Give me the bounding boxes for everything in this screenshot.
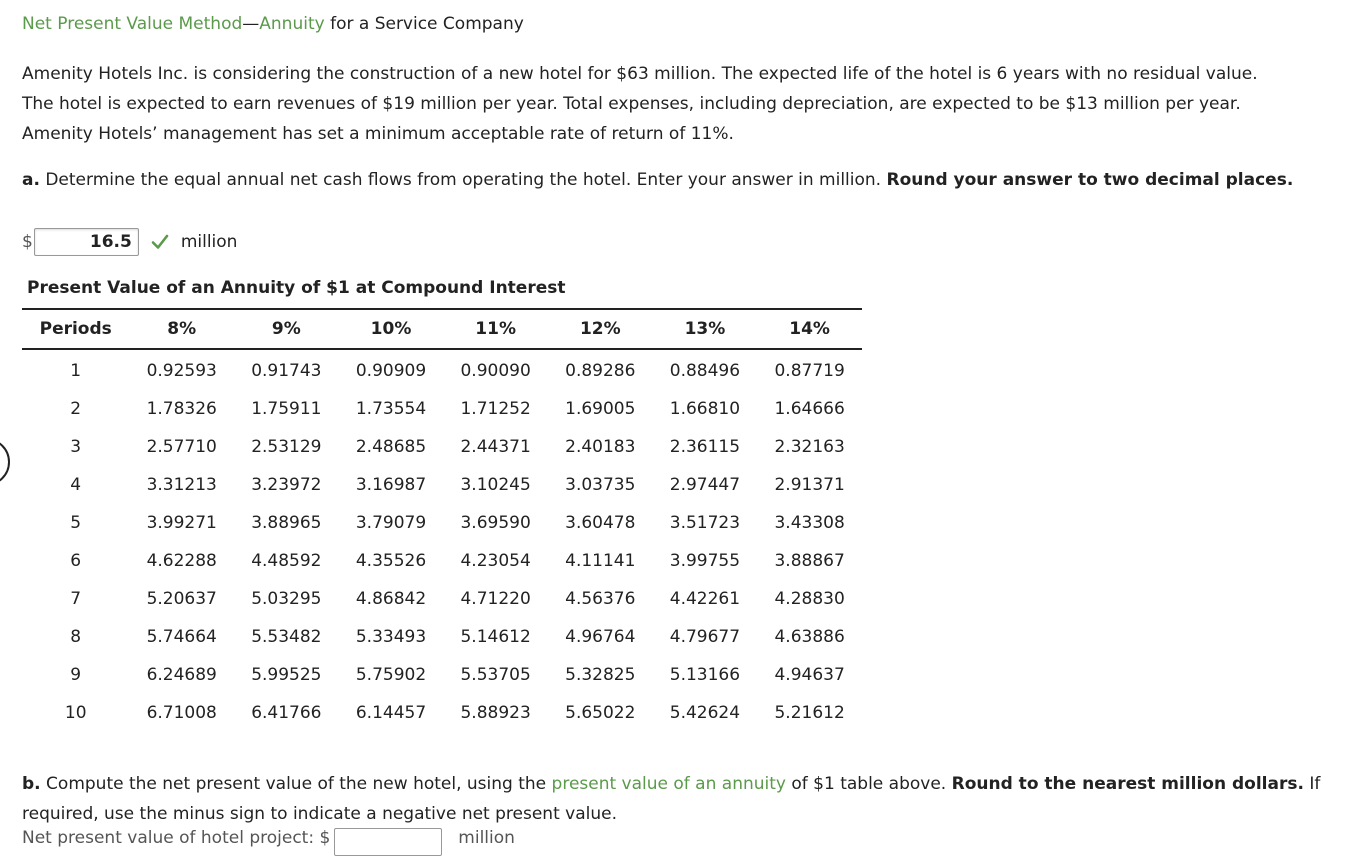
factor-cell: 4.79677	[669, 627, 741, 647]
question-a-instruction: Round your answer to two decimal places.	[886, 170, 1294, 190]
factor-cell: 5.53482	[251, 627, 322, 647]
problem-line: Amenity Hotels’ management has set a minimum acceptable rate of return of 11%.	[22, 124, 734, 144]
factor-cell: 0.89286	[565, 361, 636, 381]
factor-cell: 2.40183	[565, 437, 636, 457]
factor-cell: 4.96764	[565, 627, 636, 647]
factor-cell: 1.64666	[774, 399, 845, 419]
factor-cell: 3.10245	[460, 475, 531, 495]
title-dash: —	[242, 14, 260, 34]
question-b-text: Compute the net present value of the new hotel, using the	[40, 774, 552, 794]
factor-cell: 3.69590	[460, 513, 531, 533]
header-rate: 10%	[339, 309, 444, 349]
table-row	[22, 428, 862, 466]
factor-cell: 1.75911	[251, 399, 322, 419]
factor-cell: 1.78326	[146, 399, 217, 419]
period-cell: 3	[70, 437, 82, 457]
period-cell: 1	[70, 361, 82, 381]
factor-cell: 2.32163	[774, 437, 845, 457]
table-body	[22, 349, 862, 732]
npv-input[interactable]	[334, 828, 442, 856]
factor-cell: 5.65022	[565, 703, 636, 723]
question-b-text: If required, use the minus sign to indicate a negative net present value.	[22, 774, 1321, 824]
factor-cell: 5.03295	[251, 589, 322, 609]
answer-a-input[interactable]	[34, 228, 139, 256]
table-row	[22, 542, 862, 580]
header-rate: 9%	[234, 309, 339, 349]
annuity-table-link[interactable]: present value of an annuity	[551, 774, 786, 794]
factor-cell: 4.62288	[146, 551, 217, 571]
answer-a-value: 16.5	[89, 232, 132, 252]
npv-answer-row	[22, 828, 515, 856]
factor-cell: 3.51723	[669, 513, 741, 533]
table-row	[22, 618, 862, 656]
factor-cell: 2.97447	[669, 475, 741, 495]
header-rate: 8%	[129, 309, 234, 349]
header-rate: 14%	[757, 309, 862, 349]
table-header-row	[22, 309, 862, 349]
factor-cell: 4.35526	[355, 551, 427, 571]
problem-line: The hotel is expected to earn revenues of $19 million per year. Total expenses, including depreciation, are expected to be $13 million per year.	[22, 94, 1241, 114]
factor-cell: 2.53129	[251, 437, 322, 457]
factor-cell: 3.23972	[251, 475, 322, 495]
table-row	[22, 390, 862, 428]
table-row	[22, 694, 862, 732]
factor-cell: 5.53705	[460, 665, 531, 685]
period-cell: 6	[70, 551, 82, 571]
period-cell: 5	[70, 513, 82, 533]
factor-cell: 3.03735	[565, 475, 636, 495]
factor-cell: 4.11141	[565, 551, 636, 571]
factor-cell: 4.56376	[565, 589, 636, 609]
factor-cell: 0.87719	[774, 361, 845, 381]
table-row	[22, 349, 862, 390]
factor-cell: 4.71220	[460, 589, 531, 609]
problem-statement	[22, 59, 1347, 149]
table-title: Present Value of an Annuity of $1 at Compound Interest	[27, 278, 566, 298]
side-scroll-handle[interactable]	[0, 438, 10, 486]
factor-cell: 5.74664	[146, 627, 217, 647]
factor-cell: 3.99755	[669, 551, 741, 571]
factor-cell: 2.36115	[669, 437, 741, 457]
header-rate: 11%	[443, 309, 548, 349]
table-row	[22, 504, 862, 542]
factor-cell: 3.88867	[774, 551, 845, 571]
header-periods: Periods	[22, 309, 129, 349]
annuity-table	[22, 308, 862, 732]
factor-cell: 3.60478	[565, 513, 636, 533]
factor-cell: 5.32825	[565, 665, 636, 685]
period-cell: 9	[70, 665, 82, 685]
factor-cell: 4.23054	[460, 551, 531, 571]
factor-cell: 2.57710	[146, 437, 217, 457]
factor-cell: 2.44371	[460, 437, 531, 457]
currency-symbol: $	[22, 232, 33, 252]
title-topic[interactable]: Net Present Value Method	[22, 14, 243, 34]
factor-cell: 3.88965	[251, 513, 322, 533]
period-cell: 4	[70, 475, 82, 495]
factor-cell: 1.73554	[355, 399, 427, 419]
factor-cell: 4.86842	[355, 589, 427, 609]
factor-cell: 3.99271	[146, 513, 217, 533]
factor-cell: 5.21612	[774, 703, 845, 723]
question-a-text: Determine the equal annual net cash flows from operating the hotel. Enter your answer in million.	[39, 170, 887, 190]
factor-cell: 4.42261	[669, 589, 741, 609]
factor-cell: 4.28830	[774, 589, 845, 609]
title-link-annuity[interactable]: Annuity	[259, 14, 325, 34]
table-row	[22, 656, 862, 694]
factor-cell: 1.71252	[460, 399, 531, 419]
answer-a-row	[22, 225, 237, 259]
factor-cell: 0.90909	[355, 361, 427, 381]
factor-cell: 5.42624	[669, 703, 741, 723]
header-rate: 12%	[548, 309, 653, 349]
question-b-text: of $1 table above.	[785, 774, 952, 794]
factor-cell: 6.41766	[251, 703, 322, 723]
period-cell: 8	[70, 627, 82, 647]
factor-cell: 2.91371	[774, 475, 845, 495]
period-cell: 7	[70, 589, 82, 609]
factor-cell: 5.99525	[251, 665, 322, 685]
page-title	[22, 14, 524, 34]
factor-cell: 5.75902	[355, 665, 427, 685]
factor-cell: 4.48592	[251, 551, 322, 571]
factor-cell: 3.43308	[774, 513, 845, 533]
factor-cell: 6.24689	[146, 665, 217, 685]
npv-label: Net present value of hotel project: $	[22, 828, 331, 848]
factor-cell: 1.66810	[669, 399, 741, 419]
factor-cell: 3.31213	[146, 475, 217, 495]
question-b	[22, 769, 1342, 829]
factor-cell: 0.90090	[460, 361, 531, 381]
factor-cell: 0.92593	[146, 361, 217, 381]
period-cell: 10	[64, 703, 87, 723]
question-b-instruction: Round to the nearest million dollars.	[951, 774, 1304, 794]
problem-line: Amenity Hotels Inc. is considering the construction of a new hotel for $63 million. The expected life of the hotel is 6 years with no residual value.	[22, 64, 1258, 84]
factor-cell: 1.69005	[565, 399, 636, 419]
table-row	[22, 580, 862, 618]
header-rate: 13%	[653, 309, 758, 349]
factor-cell: 0.91743	[251, 361, 322, 381]
answer-a-unit: million	[180, 232, 238, 252]
question-b-label: b.	[22, 774, 41, 794]
factor-cell: 5.13166	[669, 665, 741, 685]
factor-cell: 6.71008	[146, 703, 217, 723]
factor-cell: 5.14612	[460, 627, 531, 647]
factor-cell: 2.48685	[355, 437, 427, 457]
factor-cell: 3.79079	[355, 513, 427, 533]
factor-cell: 0.88496	[669, 361, 741, 381]
question-a-label: a.	[22, 170, 40, 190]
question-a	[22, 165, 1342, 195]
npv-unit: million	[458, 828, 515, 848]
period-cell: 2	[70, 399, 82, 419]
factor-cell: 4.63886	[774, 627, 845, 647]
checkmark-icon	[151, 233, 169, 251]
title-suffix: for a Service Company	[324, 14, 524, 34]
factor-cell: 5.88923	[460, 703, 531, 723]
factor-cell: 5.33493	[355, 627, 427, 647]
factor-cell: 3.16987	[355, 475, 427, 495]
factor-cell: 5.20637	[146, 589, 217, 609]
factor-cell: 4.94637	[774, 665, 845, 685]
factor-cell: 6.14457	[355, 703, 427, 723]
table-row	[22, 466, 862, 504]
